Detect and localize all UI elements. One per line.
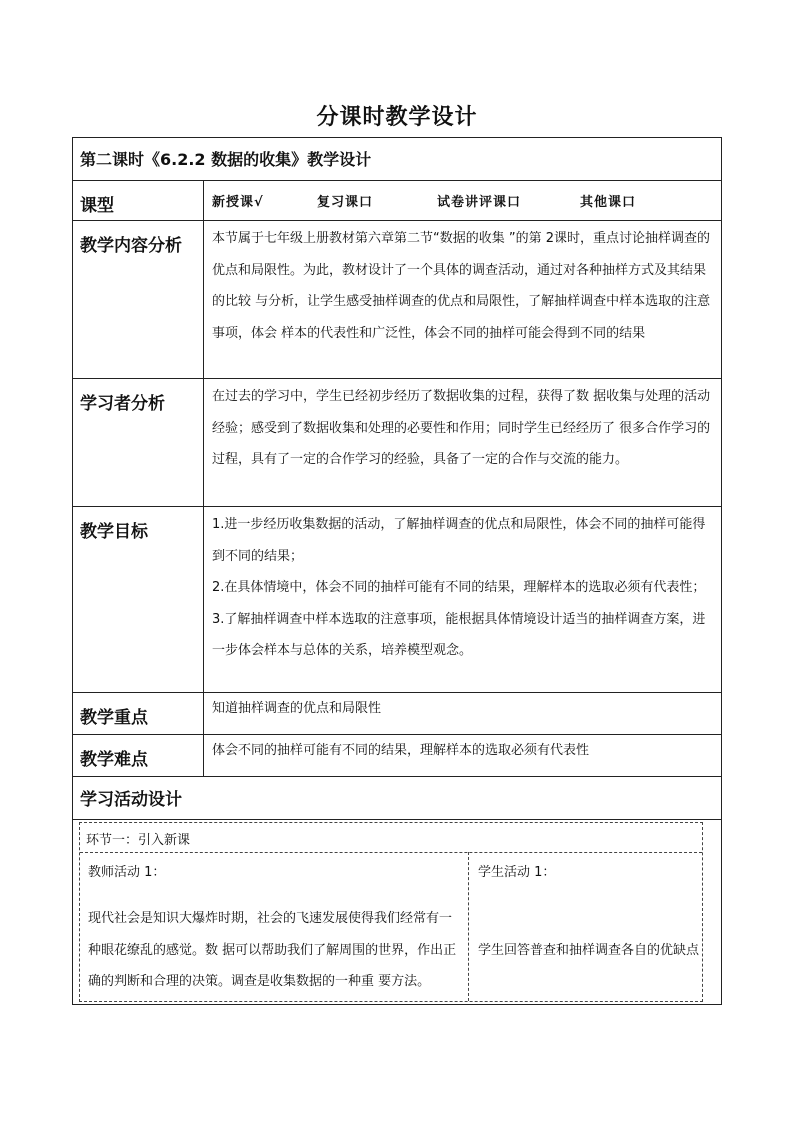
difficulties-row	[73, 735, 721, 777]
student-activity-text: 学生回答普查和抽样调查各自的优缺点	[478, 943, 700, 958]
difficulties-text: 体会不同的抽样可能有不同的结果，理解样本的选取必须有代表性	[212, 743, 590, 758]
objectives-list	[205, 507, 721, 667]
student-activity-label: 学生活动 1：	[478, 865, 556, 880]
key-points-row	[73, 693, 721, 735]
section-divider	[80, 852, 702, 853]
activity-section-box	[79, 822, 703, 1002]
learner-analysis-row	[73, 379, 721, 507]
course-type-label: 课型	[73, 181, 204, 220]
objective-item: 1.进一步经历收集数据的活动，了解抽样调查的优点和局限性，体会不同的抽样可能得到不同的结果；	[212, 517, 706, 564]
course-type-option-new: 新授课√	[212, 195, 264, 210]
learner-analysis-label: 学习者分析	[73, 379, 204, 506]
teacher-activity-label: 教师活动 1：	[88, 865, 166, 880]
lesson-design-table	[72, 137, 722, 1005]
objectives-label: 教学目标	[73, 507, 204, 692]
course-type-option-exam-review: 试卷讲评课口	[437, 195, 522, 210]
teacher-activity-text: 现代社会是知识大爆炸时期，社会的飞速发展使得我们经常有一种眼花缭乱的感觉。数 据可以帮助我们了解周围的世界，作出正确的判断和合理的决策。调查是收集数据的一种重 要方法。	[88, 911, 457, 989]
key-points-label: 教学重点	[73, 693, 204, 734]
lesson-title-row	[73, 138, 721, 181]
document-title: 分课时教学设计	[316, 104, 478, 130]
objective-item: 2.在具体情境中，体会不同的抽样可能有不同的结果，理解样本的选取必须有代表性；	[212, 580, 706, 595]
content-analysis-label: 教学内容分析	[73, 221, 204, 378]
lesson-title: 第二课时《6.2.2 数据的收集》教学设计	[80, 150, 372, 169]
objective-item: 3.了解抽样调查中样本选取的注意事项，能根据具体情境设计适当的抽样调查方案，进一步体会样本与总体的关系，培养模型观念。	[212, 611, 706, 658]
objectives-row	[73, 507, 721, 693]
course-type-option-review: 复习课口	[317, 195, 374, 210]
difficulties-label: 教学难点	[73, 735, 204, 776]
course-type-option-other: 其他课口	[580, 195, 637, 210]
column-divider	[468, 852, 469, 1001]
activity-design-label: 学习活动设计	[80, 790, 182, 810]
activity-design-row	[73, 777, 721, 820]
content-analysis-text: 本节属于七年级上册教材第六章第二节“数据的收集 ”的第 2课时，重点讨论抽样调查的优点和局限性。为此，教材设计了一个具体的调查活动，通过对各种抽样方式及其结果的比较 与分析，让学生感受抽样调查的优点和局限性，了解抽样调查中样本选取的注意事项，体会 样本的代表性和广泛性，体会不同的抽样可能会得到不同的结果	[212, 231, 711, 341]
key-points-text: 知道抽样调查的优点和局限性	[212, 701, 382, 716]
content-analysis-row	[73, 221, 721, 379]
activity-section-title: 环节一：引入新课	[86, 833, 191, 848]
learner-analysis-text: 在过去的学习中，学生已经初步经历了数据收集的过程，获得了数 据收集与处理的活动经验；感受到了数据收集和处理的必要性和作用；同时学生已经经历了 很多合作学习的过程，具有了一定的合作学习的经验，具备了一定的合作与交流的能力。	[212, 389, 711, 467]
course-type-row	[73, 181, 721, 221]
